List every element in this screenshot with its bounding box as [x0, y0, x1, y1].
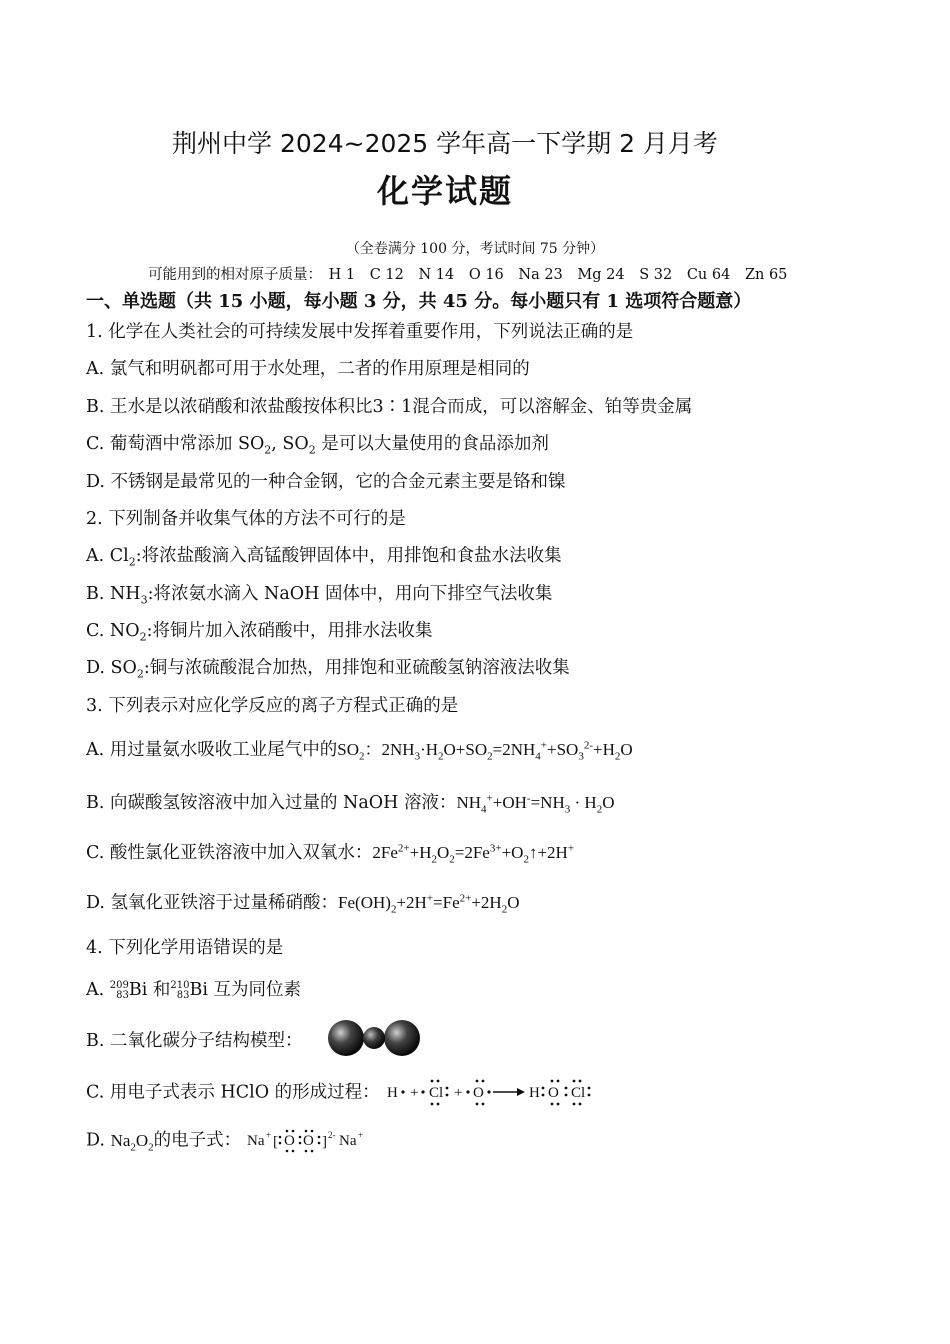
q2-d-pre: D. SO: [86, 658, 137, 678]
q4-option-c: [86, 1077, 605, 1109]
svg-text:+: +: [265, 1130, 271, 1140]
q3-option-a: [86, 735, 633, 762]
q3-option-c: [86, 839, 574, 865]
q4-a-isotope2: 210 83: [170, 979, 190, 1001]
svg-text:O: O: [548, 1085, 560, 1101]
svg-text:Cl: Cl: [429, 1085, 444, 1101]
q4-a-isotope1: 209 83: [109, 979, 129, 1001]
q3-d-formula: $Fe(OH)_2+2H^+=Fe^{2+}+2H_2O$: [338, 892, 520, 916]
mass-n: N 14: [418, 267, 455, 283]
q4-a-pre: A.: [86, 980, 105, 1000]
hclo-formation-diagram: [385, 1077, 605, 1109]
q2-option-c: C. $NO_2$:将铜片加入浓硝酸中，用排水法收集: [86, 621, 433, 644]
q4-c-text: C. 用电子式表示 HClO 的形成过程：: [86, 1082, 380, 1103]
atomic-mass-line: [148, 263, 797, 284]
q3-option-b: [86, 789, 614, 815]
oxygen-atom-left: [328, 1020, 364, 1056]
q2-option-a: A. $Cl_2$:将浓盐酸滴入高锰酸钾固体中，用排饱和食盐水法收集: [86, 546, 562, 569]
svg-text:2-: 2-: [327, 1130, 336, 1140]
q3-c-text: C. 酸性氯化亚铁溶液中加入双氧水：: [86, 843, 373, 863]
q1-stem: 1. 化学在人类社会的可持续发展中发挥着重要作用，下列说法正确的是: [86, 322, 634, 342]
q3-a-text: A. 用过量氨水吸收工业尾气中的: [86, 740, 338, 760]
svg-text:Na: Na: [338, 1133, 357, 1149]
mass-o: O 16: [468, 267, 504, 283]
q2-d-post: :铜与浓硫酸混合加热，用排饱和亚硫酸氢钠溶液法收集: [143, 658, 570, 678]
q3-c-formula: $2Fe^{2+}+H_2O_2=2Fe^{3+}+O_2↑+2H^+$: [372, 842, 575, 866]
q2-c-pre: C. NO: [86, 621, 140, 641]
q1-c-post: 是可以大量使用的食品添加剂: [321, 434, 549, 454]
q3-d-text: D. 氢氧化亚铁溶于过量稀硝酸：: [86, 893, 339, 913]
q1-c-pre: C. 葡萄酒中常添加 SO: [86, 434, 265, 454]
q4-d-formula: $Na_2O_2$: [110, 1130, 154, 1153]
mass-s: S 32: [639, 267, 673, 283]
q3-option-d: [86, 889, 520, 915]
na2o2-electron-formula: [247, 1126, 377, 1156]
q4-option-a: [86, 976, 301, 1001]
q2-stem: 2. 下列制备并收集气体的方法不可行的是: [86, 509, 406, 529]
svg-text:O: O: [283, 1133, 295, 1149]
exam-title: 荆州中学 2024~2025 学年高一下学期 2 月月考: [172, 129, 718, 158]
svg-text:Cl: Cl: [571, 1085, 586, 1101]
mass-cu: Cu 64: [686, 267, 731, 283]
q3-stem: 3. 下列表示对应化学反应的离子方程式正确的是: [86, 696, 459, 716]
q4-stem: 4. 下列化学用语错误的是: [86, 938, 284, 958]
subject-title: 化学试题: [376, 172, 513, 210]
q2-b-pre: B. NH: [86, 584, 141, 604]
q3-b-text: B. 向碳酸氢铵溶液中加入过量的 NaOH 溶液：: [86, 793, 457, 813]
svg-text:H: H: [387, 1085, 399, 1101]
q4-a-post: Bi 互为同位素: [189, 980, 302, 1000]
svg-text:+: +: [410, 1085, 419, 1101]
q1-option-a: A. 氯气和明矾都可用于水处理，二者的作用原理是相同的: [86, 359, 530, 379]
mass-na: Na 23: [518, 267, 563, 283]
q2-option-d: D. $SO_2$:铜与浓硫酸混合加热，用排饱和亚硫酸氢钠溶液法收集: [86, 658, 570, 681]
svg-text:[: [: [272, 1134, 278, 1150]
exam-note: （全卷满分 100 分，考试时间 75 分钟）: [345, 241, 605, 257]
q2-a-post: :将浓盐酸滴入高锰酸钾固体中，用排饱和食盐水法收集: [135, 546, 562, 566]
co2-molecule-model: [326, 1018, 422, 1058]
mass-mg: Mg 24: [577, 267, 625, 283]
svg-text:+: +: [357, 1130, 363, 1140]
q2-a-pre: A. Cl: [86, 546, 129, 566]
section-title: 一、单选题（共 15 小题，每小题 3 分，共 45 分。每小题只有 1 选项符合题意）: [86, 291, 752, 312]
q1-option-d: D. 不锈钢是最常见的一种合金钢，它的合金元素主要是铬和镍: [86, 472, 566, 492]
q3-a-formula: $SO_2$：$2NH_3\cdot H_2O+SO_2=2NH_4^++SO_3^{2-}+H_2O$: [337, 739, 633, 763]
q4-d-pre: D.: [86, 1130, 105, 1151]
svg-text:]: ]: [321, 1134, 327, 1150]
svg-text:+: +: [454, 1085, 463, 1101]
svg-text:H: H: [529, 1085, 541, 1101]
atomic-mass-label: 可能用到的相对原子质量：: [148, 267, 322, 283]
q2-c-post: :将铜片加入浓硝酸中，用排水法收集: [146, 621, 433, 641]
q4-option-d: [86, 1126, 377, 1156]
svg-text:O: O: [473, 1085, 485, 1101]
q4-a-mid: Bi 和: [128, 980, 171, 1000]
q1-c-mid: , SO: [271, 434, 309, 454]
q1-option-c: C. 葡萄酒中常添加 $SO_2$, $SO_2$ 是可以大量使用的食品添加剂: [86, 434, 549, 457]
q1-option-b: B. 王水是以浓硝酸和浓盐酸按体积比3∶1混合而成，可以溶解金、铂等贵金属: [86, 397, 693, 417]
q4-d-post: 的电子式：: [153, 1130, 242, 1151]
mass-c: C 12: [369, 267, 404, 283]
q2-b-post: :将浓氨水滴入 NaOH 固体中，用向下排空气法收集: [147, 584, 553, 604]
oxygen-atom-right: [384, 1020, 420, 1056]
q4-option-b: B. 二氧化碳分子结构模型：: [86, 1031, 303, 1051]
carbon-atom: [363, 1027, 385, 1049]
q3-b-formula: $NH_4^++OH^-=NH_3 \cdot H_2O$: [456, 792, 615, 816]
mass-h: H 1: [328, 267, 356, 283]
svg-text:O: O: [302, 1133, 314, 1149]
q2-option-b: B. $NH_3$:将浓氨水滴入 NaOH 固体中，用向下排空气法收集: [86, 584, 553, 607]
mass-zn: Zn 65: [744, 267, 788, 283]
svg-text:Na: Na: [246, 1133, 265, 1149]
